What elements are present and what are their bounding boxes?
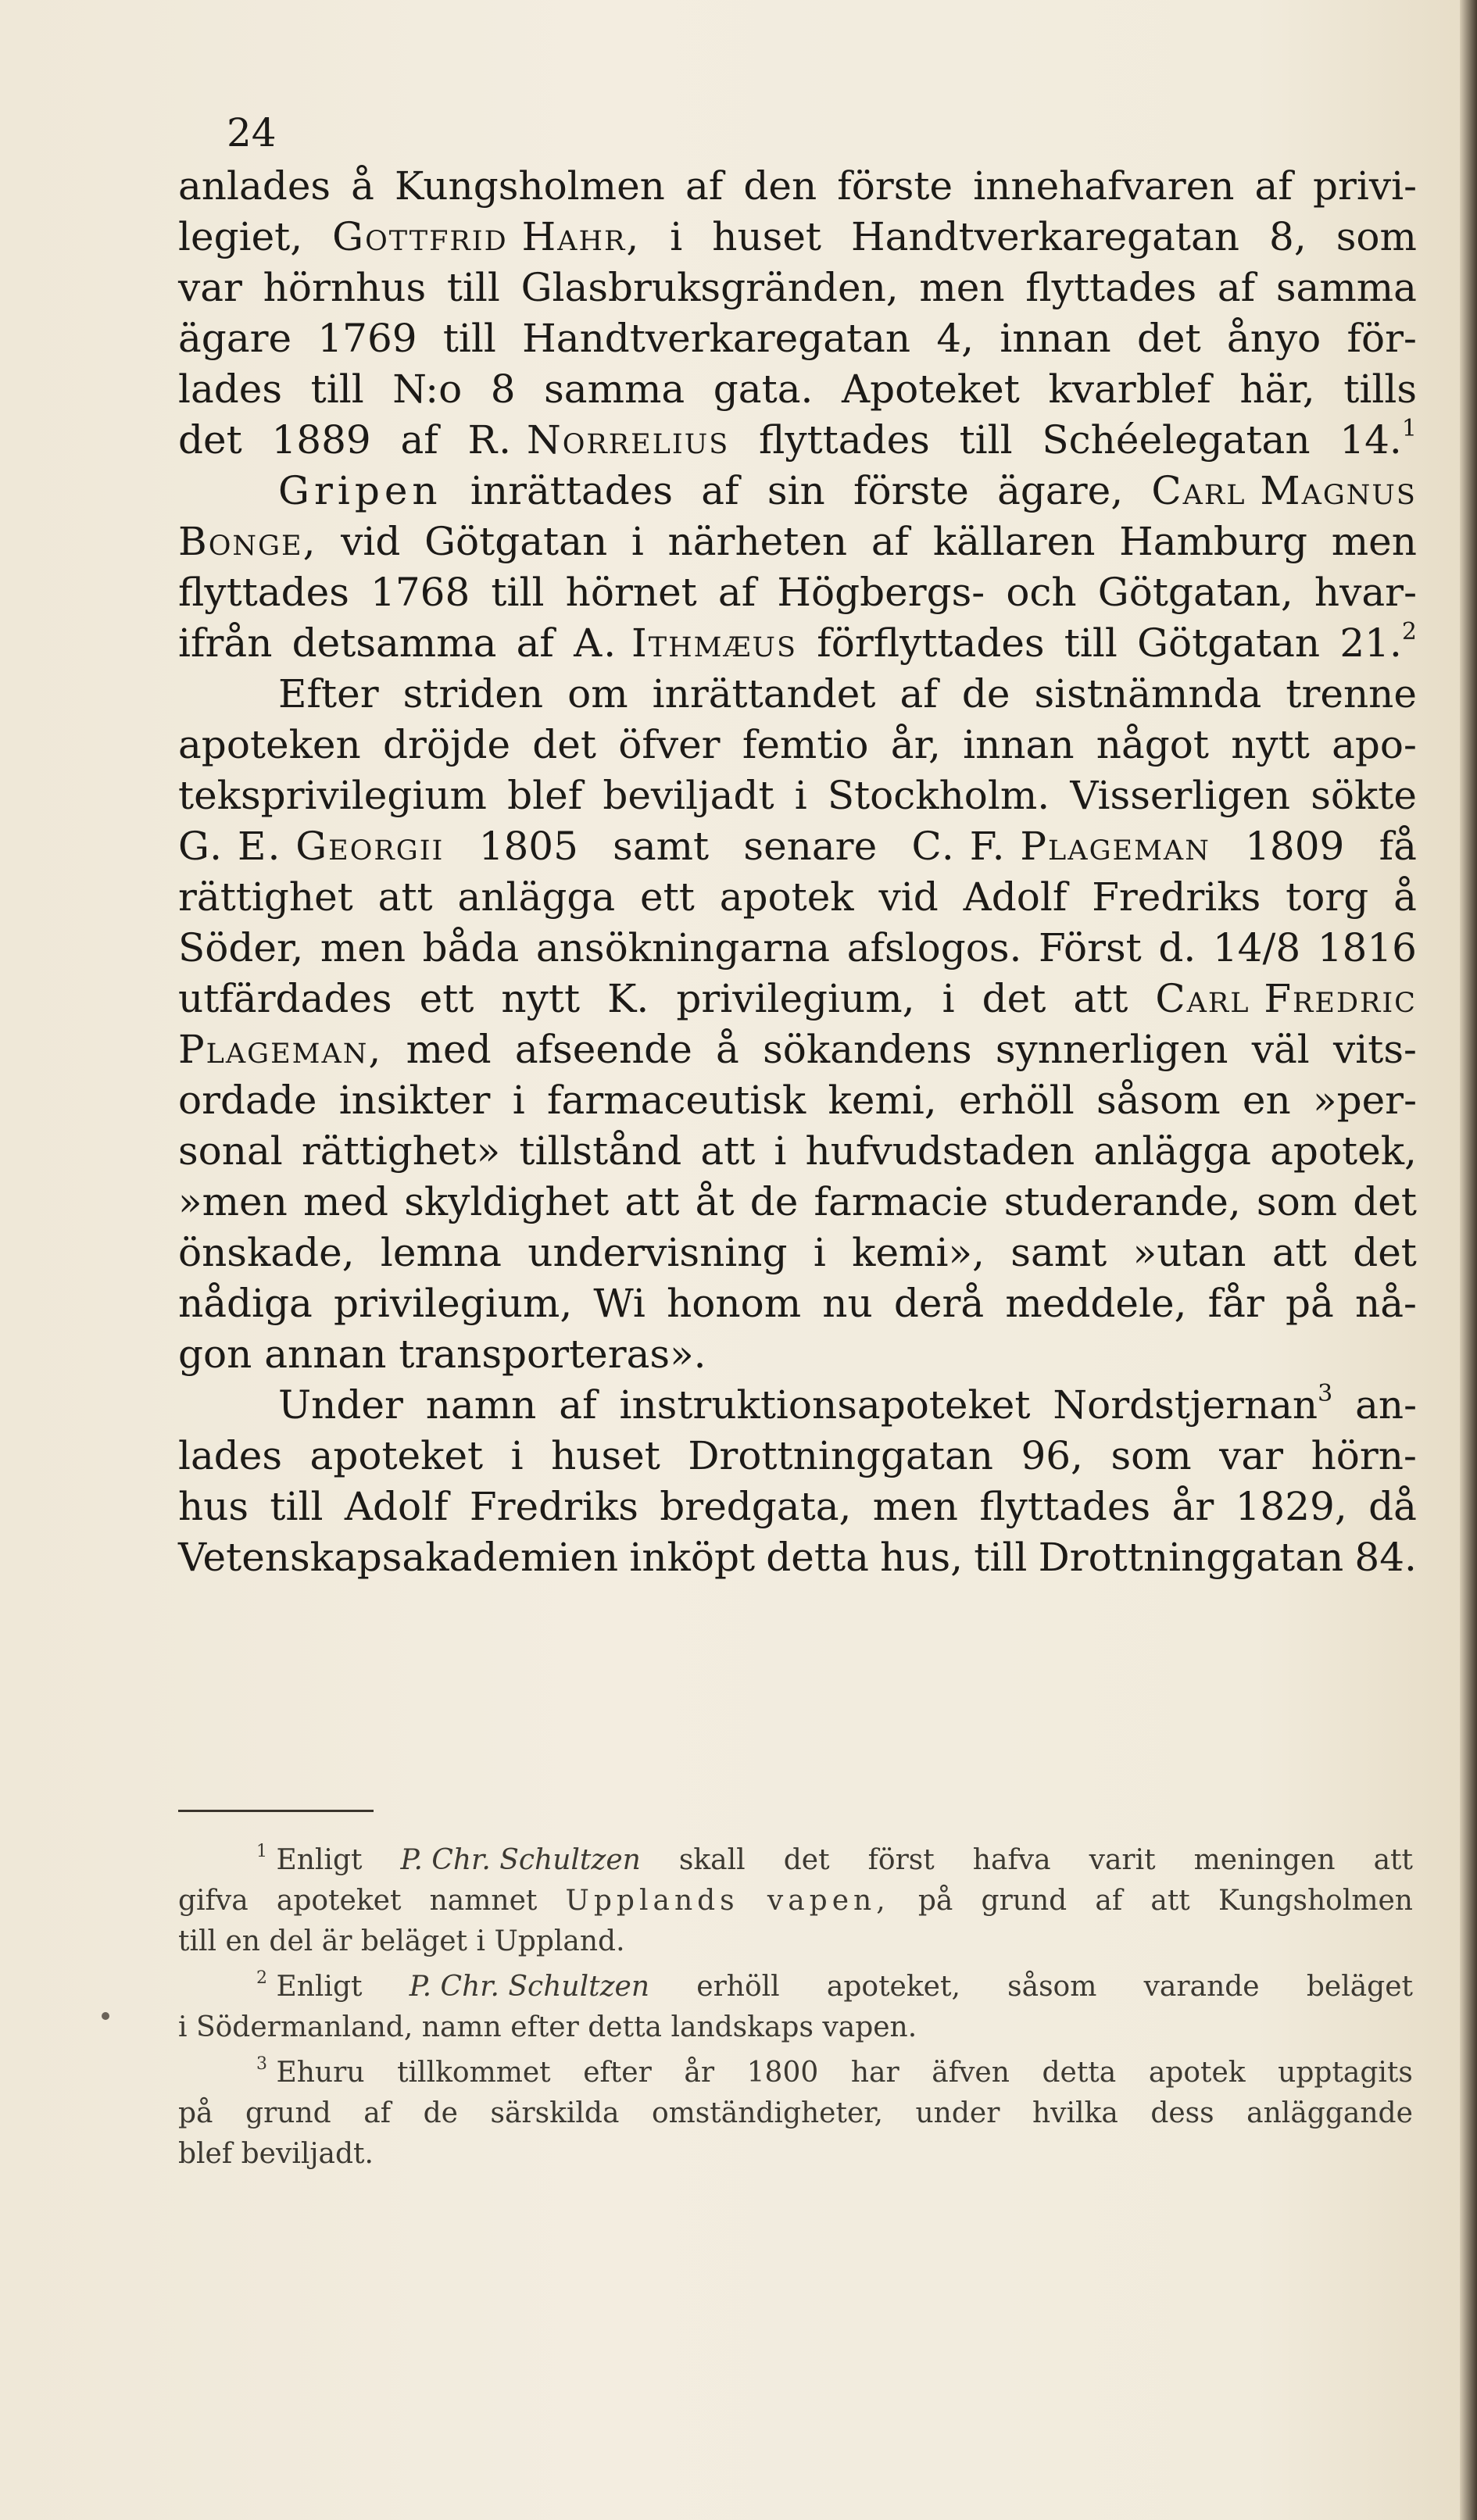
text-line-18: Plageman, med afseende å sökandens synnerligen väl vits-: [178, 1024, 1417, 1075]
text-line-9: flyttades 1768 till hörnet af Högbergs- och Götgatan, hvar-: [178, 570, 1417, 615]
text-line-4: ägare 1769 till Handtverkaregatan 4, innan det ånyo för-: [178, 316, 1417, 361]
footnote-1-line-1: $^1$ Enligt P. Chr. Schultzen skall det först hafva varit meningen att: [178, 1840, 1413, 1881]
footnote-3-line-3: blef beviljadt.: [178, 2138, 374, 2170]
text-line-17: utfärdades ett nytt K. privilegium, i det att Carl Fredric: [178, 974, 1417, 1024]
author-name: P. Chr. Schultzen: [400, 1844, 641, 1876]
footnote-ref-3: 3: [1318, 1380, 1333, 1407]
footnote-marker-3: 3: [256, 2054, 267, 2074]
text-line-13: teksprivilegium blef beviljadt i Stockholm. Visserligen sökte: [178, 773, 1417, 818]
footnote-2-line-1: $^2$ Enligt P. Chr. Schultzen erhöll apoteket, såsom varande beläget: [178, 1967, 1413, 2007]
footnote-1-line-3: till en del är beläget i Uppland.: [178, 1925, 625, 1957]
person-name: C. F. Plageman: [911, 824, 1211, 869]
text-line-11: Efter striden om inrättandet af de sistnämnda trenne: [278, 671, 1417, 717]
text-line-7: Gripen inrättades af sin förste ägare, Carl Magnus: [178, 466, 1417, 517]
footnote-ref-2: 2: [1401, 618, 1417, 645]
text-line-5: lades till N:o 8 samma gata. Apoteket kvarblef här, tills: [178, 366, 1417, 412]
footnote-3-line-2: på grund af de särskilda omständigheter, under hvilka dess anläggande: [178, 2097, 1413, 2129]
text-line-19: ordade insikter i farmaceutisk kemi, erhöll såsom en »per-: [178, 1078, 1417, 1123]
person-name: Carl Fredric: [1155, 976, 1417, 1021]
margin-dot: [102, 2012, 109, 2020]
footnote-marker-1: 1: [256, 1842, 267, 1861]
text-line-16: Söder, men båda ansökningarna afslogos. Först d. 14/8 1816: [178, 925, 1417, 970]
text-line-10: ifrån detsamma af A. Ithmæus förflyttades till Götgatan 21.$^2$: [178, 618, 1417, 669]
text-line-15: rättighet att anlägga ett apotek vid Adolf Fredriks torg å: [178, 874, 1417, 920]
footnote-2-line-2: i Södermanland, namn efter detta landskaps vapen.: [178, 2011, 917, 2043]
footnote-separator: [178, 1810, 374, 1812]
person-name: Gottfrid Hahr,: [332, 214, 641, 259]
text-line-28: Vetenskapsakademien inköpt detta hus, till Drottninggatan 84.: [178, 1535, 1417, 1580]
text-line-27: hus till Adolf Fredriks bredgata, men flyttades år 1829, då: [178, 1484, 1417, 1529]
pharmacy-name: Gripen: [278, 468, 442, 513]
text-line-20: sonal rättighet» tillstånd att i hufvudstaden anlägga apotek,: [178, 1128, 1417, 1174]
footnote-marker-2: 2: [256, 1968, 267, 1988]
text-line-1: anlades å Kungsholmen af den förste innehafvaren af privi-: [178, 163, 1417, 209]
person-name: Carl Magnus: [1151, 468, 1417, 513]
page-number: 24: [227, 110, 277, 155]
person-name: A. Ithmæus: [574, 620, 798, 666]
text-line-22: önskade, lemna undervisning i kemi», samt »utan att det: [178, 1230, 1417, 1275]
author-name: P. Chr. Schultzen: [409, 1971, 650, 2003]
text-line-8: Bonge, vid Götgatan i närheten af källaren Hamburg men: [178, 517, 1417, 567]
person-name: G. E. Georgii: [178, 824, 445, 869]
person-name: Plageman,: [178, 1027, 383, 1072]
text-line-3: var hörnhus till Glasbruksgränden, men flyttades af samma: [178, 265, 1417, 310]
text-line-21: »men med skyldighet att åt de farmacie studerande, som det: [178, 1179, 1417, 1224]
text-line-12: apoteken dröjde det öfver femtio år, innan något nytt apo-: [178, 722, 1417, 767]
text-line-26: lades apoteket i huset Drottninggatan 96, som var hörn-: [178, 1433, 1417, 1478]
body-text: [178, 161, 1417, 1583]
text-line-2: legiet, Gottfrid Hahr, i huset Handtverkaregatan 8, som: [178, 212, 1417, 263]
footnote-1-line-2: gifva apoteket namnet Upplands vapen, på grund af att Kungsholmen: [178, 1885, 1413, 1917]
text-line-25: Under namn af instruktionsapoteket Nordstjernan$^3$ an-: [278, 1380, 1417, 1428]
text-line-23: nådiga privilegium, Wi honom nu derå meddele, får på nå-: [178, 1281, 1417, 1326]
person-name: Bonge,: [178, 519, 317, 564]
text-line-24: gon annan transporteras».: [178, 1331, 706, 1377]
page-edge-shadow: [1460, 0, 1477, 2520]
text-line-6: det 1889 af R. Norrelius flyttades till Schéelegatan 14.$^1$: [178, 415, 1417, 466]
text-line-14: G. E. Georgii 1805 samt senare C. F. Plageman 1809 få: [178, 821, 1417, 872]
footnote-3-line-1: $^3$ Ehuru tillkommet efter år 1800 har äfven detta apotek upptagits: [256, 2054, 1413, 2089]
person-name: R. Norrelius: [467, 417, 730, 463]
footnotes: [178, 1840, 1413, 2175]
footnote-ref-1: 1: [1401, 415, 1417, 442]
